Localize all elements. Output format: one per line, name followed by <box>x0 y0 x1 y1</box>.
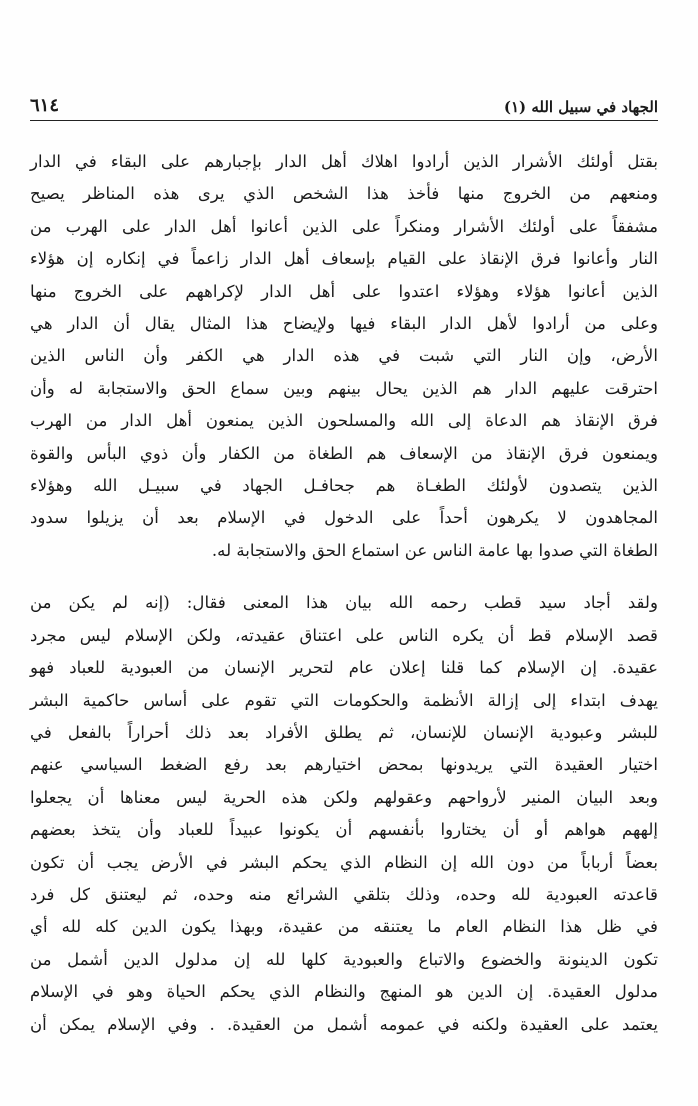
text-line: فرق الإنقاذ هم الدعاة إلى الله والمسلحون الذين يمنعون أهل الدار من الهرب <box>30 411 658 431</box>
text-line: الطغاة التي صدوا بها عامة الناس عن استماع الحق والاستجابة له. <box>211 540 658 560</box>
paragraph-2 <box>30 587 658 1041</box>
text-line: تكون الدينونة والخضوع والاتباع والعبودية كلها لله إن مدلول الدين أشمل من <box>30 949 658 969</box>
text-line: المجاهدون لا يكرهون أحداً على الدخول في الإسلام بعد أن يزيلوا سدود <box>30 508 658 528</box>
header-rule <box>30 120 658 121</box>
running-header <box>30 86 658 116</box>
paragraph-1 <box>30 146 658 567</box>
text-line: بقتل أولئك الأشرار الذين أرادوا اهلاك أهل الدار بإجبارهم على البقاء في الدار <box>30 152 658 171</box>
text-line: اختيار العقيدة التي يريدونها بمحض اختيارهم بعد رفع الضغط السياسي عنهم <box>30 755 658 775</box>
text-line: احترقت عليهم الدار هم الذين يحال بينهم وبين سماع الحق والاستجابة له وأن <box>30 378 658 398</box>
text-line: مدلول العقيدة. إن الدين هو المنهج والنظام الذي يحكم الحياة وهو في الإسلام <box>30 982 658 1002</box>
text-line: عقيدة. إن الإسلام كما قلنا إعلان عام لتحرير الإنسان من العبودية للعباد فهو <box>30 658 658 678</box>
text-line: يعتمد على العقيدة ولكنه في عمومه أشمل من العقيدة. . وفي الإسلام يمكن أن <box>30 1014 658 1034</box>
text-line: ولقد أجاد سيد قطب رحمه الله بيان هذا المعنى فقال: (إنه لم يكن من <box>30 593 658 613</box>
page-number: ٦١٤ <box>30 95 60 116</box>
text-line: للبشر وعبودية الإنسان للإنسان، ثم يطلق الأفراد بعد ذلك أحراراً بالفعل في <box>30 722 658 742</box>
text-line: بعضاً أرباباً من دون الله إن النظام الذي يحكم البشر في الأرض يجب أن تكون <box>30 852 658 872</box>
text-line: في ظل هذا النظام العام ما يعتنقه من عقيدة، وبهذا يكون الدين كله لله أي <box>30 917 658 937</box>
text-line: الذين أعانوا هؤلاء وهؤلاء اعتدوا على أهل الدار لإكراههم على الخروج منها <box>30 281 658 301</box>
body-text <box>30 146 658 1041</box>
text-line: ومنعهم من الخروج منها فأخذ هذا الشخص الذي يرى هذه المناظر يصيح <box>30 184 658 204</box>
text-line: قاعدته العبودية لله وحده، وذلك بتلقي الشرائع منه وحده، ثم ليعتنق كل فرد <box>30 884 658 904</box>
text-line: قصد الإسلام قط أن يكره الناس على اعتناق عقيدته، ولكن الإسلام ليس مجرد <box>30 625 658 645</box>
text-line: يهدف ابتداء إلى إزالة الأنظمة والحكومات التي تقوم على أساس حاكمية البشر <box>30 690 658 710</box>
text-line: الأرض، وإن النار التي شبت في هذه الدار هي الكفر وأن الناس الذين <box>30 346 658 366</box>
text-line: وبعد البيان المنير لأرواحهم وعقولهم ولكن هذه الحرية ليس معناها أن يجعلوا <box>30 787 658 807</box>
text-line: مشفقاً على أولئك الأشرار ومنكراً على الذين أعانوا أهل الدار على الهرب من <box>30 216 658 236</box>
text-line: إلههم هواهم أو أن يختاروا بأنفسهم أن يكونوا عبيداً للعباد وأن يتخذ بعضهم <box>30 820 658 840</box>
text-line: وعلى من أرادوا لأهل الدار البقاء فيها ولإيضاح هذا المثال يقال أن الدار هي <box>30 314 658 334</box>
text-line: الذين يتصدون لأولئك الطغـاة هم جحافـل الجهاد في سبيـل الله وهؤلاء <box>30 476 658 496</box>
text-line: ويمنعون فرق الإنقاذ من الإسعاف هم الطغاة من الكفار وأن ذوي البأس والقوة <box>30 443 658 463</box>
text-line: النار وأعانوا فرق الإنقاذ على القيام بإسعاف أهل الدار زاعماً في إنكاره إن هؤلاء <box>30 249 658 269</box>
chapter-title: الجهاد في سبيل الله (١) <box>503 98 658 116</box>
